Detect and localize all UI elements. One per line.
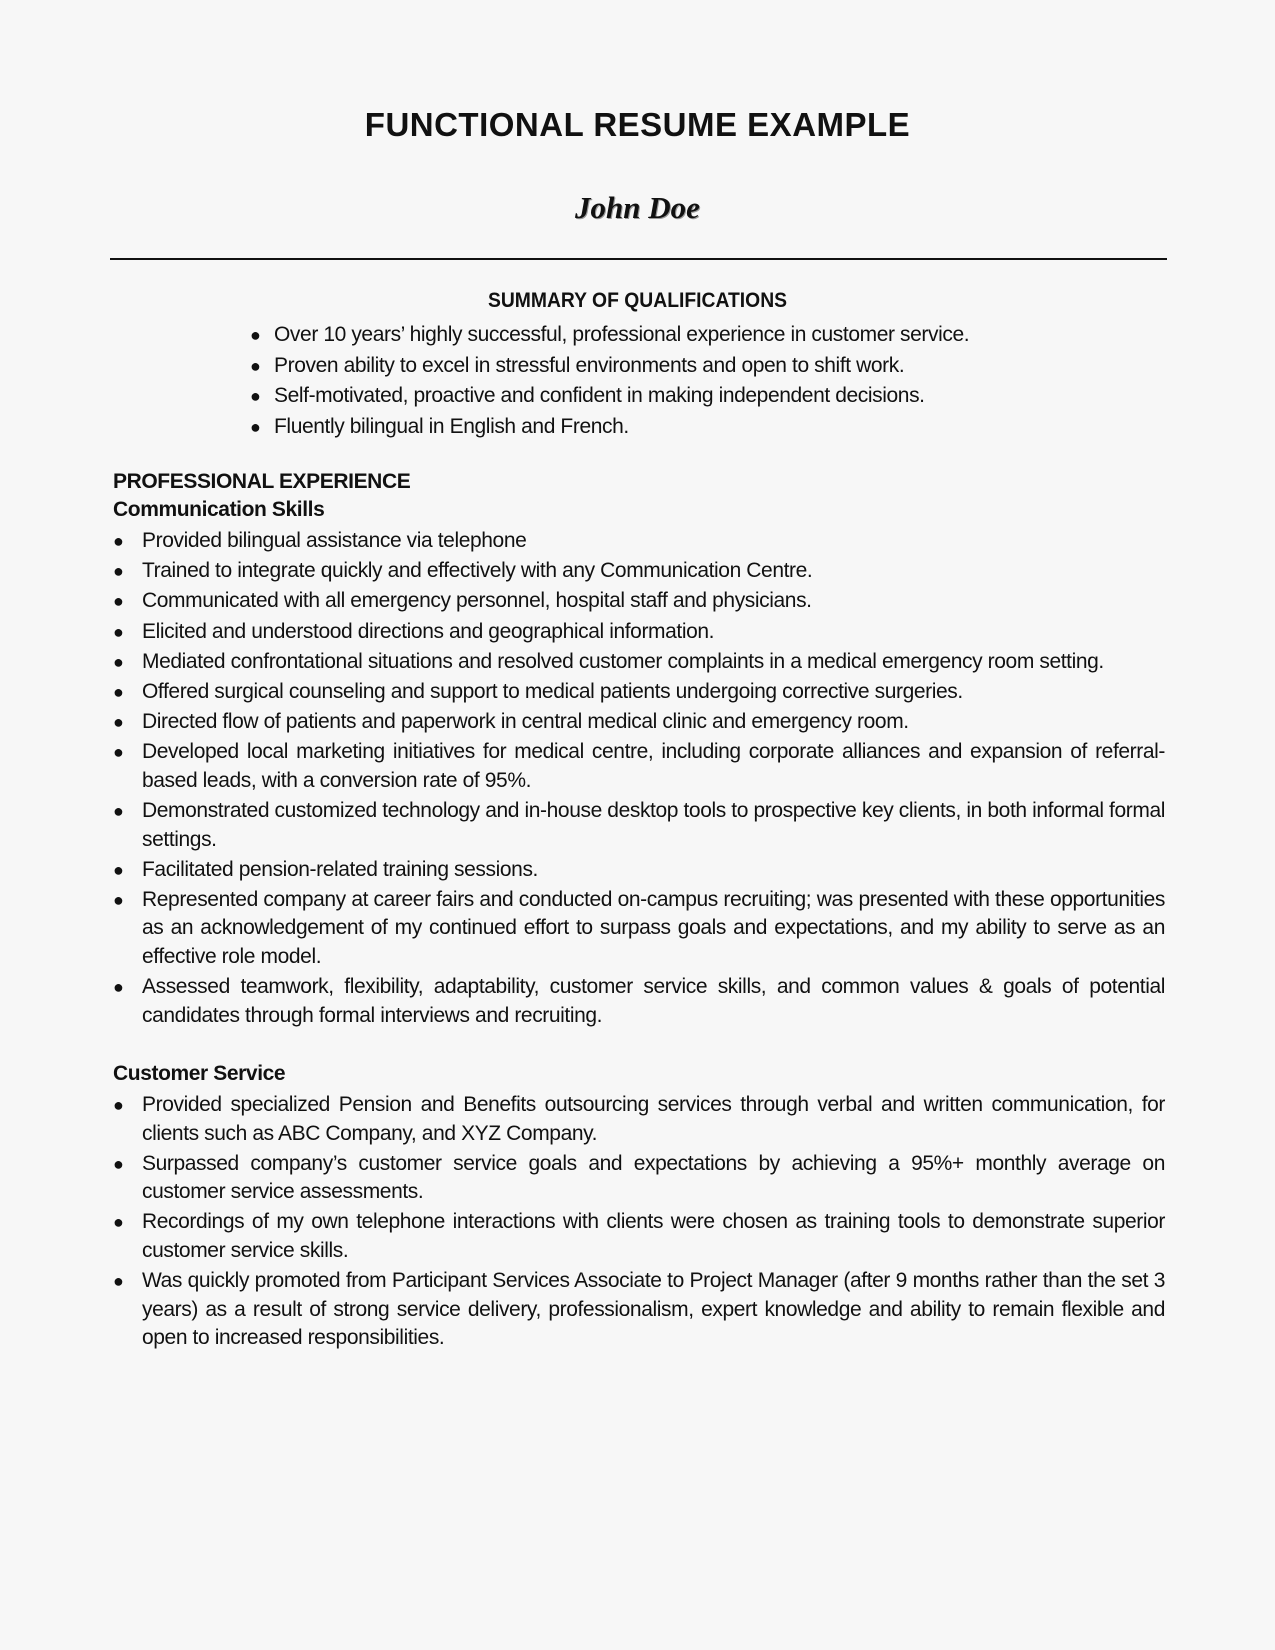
list-item: ● Assessed teamwork, flexibility, adaptability, customer service skills, and common values & goals of potential candidates through formal interviews and recruiting. bbox=[113, 975, 1165, 1027]
bullet-icon: ● bbox=[113, 531, 124, 551]
header-divider bbox=[110, 258, 1167, 260]
bullet-icon: ● bbox=[113, 977, 124, 998]
list-item: ● Demonstrated customized technology and in-house desktop tools to prospective key clients, in both informal formal settings. bbox=[113, 799, 1165, 851]
bullet-icon: ● bbox=[113, 712, 124, 733]
customer-service-list bbox=[113, 1091, 1165, 1354]
communication-skills-heading: Communication Skills bbox=[113, 498, 325, 521]
summary-heading: SUMMARY OF QUALIFICATIONS bbox=[487, 289, 788, 312]
bullet-icon: ● bbox=[250, 416, 261, 437]
summary-item: ● Self-motivated, proactive and confident in making independent decisions. bbox=[250, 381, 1150, 412]
communication-skills-list bbox=[113, 527, 1165, 1032]
list-item: ● Communicated with all emergency personnel, hospital staff and physicians. bbox=[113, 587, 1165, 616]
list-item: ● Was quickly promoted from Participant Services Associate to Project Manager (after 9 months rather than the set 3 years) as a result of strong service delivery, professionalism, expert knowledge and ability to remain flexible and open to increased responsibilities. bbox=[113, 1269, 1165, 1350]
list-item: ● Surpassed company’s customer service goals and expectations by achieving a 95%+ monthly average on customer service assessments. bbox=[113, 1151, 1165, 1204]
list-item: ● Developed local marketing initiatives for medical centre, including corporate alliances and expansion of referral-based leads, with a conversion rate of 95%. bbox=[113, 740, 1165, 792]
bullet-icon: ● bbox=[113, 1271, 124, 1292]
bullet-icon: ● bbox=[113, 1212, 124, 1233]
document-title: FUNCTIONAL RESUME EXAMPLE bbox=[364, 106, 911, 143]
bullet-icon: ● bbox=[113, 859, 124, 880]
bullet-icon: ● bbox=[113, 742, 124, 763]
bullet-icon: ● bbox=[250, 325, 261, 345]
bullet-icon: ● bbox=[113, 621, 124, 642]
list-item: ● Elicited and understood directions and geographical information. bbox=[113, 618, 1165, 647]
list-item: ● Represented company at career fairs and conducted on-campus recruiting; was presented with these opportunities as an acknowledgement of my continued effort to surpass goals and expectations, and my ability to serve as an effective role model. bbox=[113, 887, 1165, 968]
list-item: ● Trained to integrate quickly and effectively with any Communication Centre. bbox=[113, 557, 1165, 586]
list-item: ● Facilitated pension-related training sessions. bbox=[113, 856, 1165, 885]
customer-service-heading: Customer Service bbox=[113, 1062, 286, 1085]
candidate-name: John Doe bbox=[575, 190, 700, 225]
list-item: ● Recordings of my own telephone interactions with clients were chosen as training tools to demonstrate superior customer service skills. bbox=[113, 1210, 1165, 1262]
bullet-icon: ● bbox=[113, 561, 124, 582]
list-item: ● Mediated confrontational situations and resolved customer complaints in a medical emergency room setting. bbox=[113, 648, 1165, 677]
bullet-icon: ● bbox=[113, 591, 124, 612]
summary-item: ● Fluently bilingual in English and French. bbox=[250, 412, 1150, 443]
bullet-icon: ● bbox=[113, 651, 124, 672]
bullet-icon: ● bbox=[113, 681, 124, 702]
bullet-icon: ● bbox=[250, 355, 261, 376]
bullet-icon: ● bbox=[113, 801, 124, 821]
bullet-icon: ● bbox=[250, 386, 261, 406]
bullet-icon: ● bbox=[113, 1095, 124, 1115]
experience-heading: PROFESSIONAL EXPERIENCE bbox=[113, 470, 411, 493]
list-item: ● Provided specialized Pension and Benefits outsourcing services through verbal and written communication, for clients such as ABC Company, and XYZ Company. bbox=[113, 1093, 1165, 1145]
summary-list bbox=[250, 320, 1150, 442]
list-item: ● Directed flow of patients and paperwork in central medical clinic and emergency room. bbox=[113, 708, 1165, 737]
list-item: ● Offered surgical counseling and support to medical patients undergoing corrective surgeries. bbox=[113, 678, 1165, 707]
bullet-icon: ● bbox=[113, 889, 124, 910]
list-item: ● Provided bilingual assistance via telephone bbox=[113, 527, 1165, 556]
summary-item: ● Over 10 years’ highly successful, professional experience in customer service. bbox=[250, 320, 1150, 351]
summary-item: ● Proven ability to excel in stressful environments and open to shift work. bbox=[250, 351, 1150, 382]
bullet-icon: ● bbox=[113, 1153, 124, 1174]
